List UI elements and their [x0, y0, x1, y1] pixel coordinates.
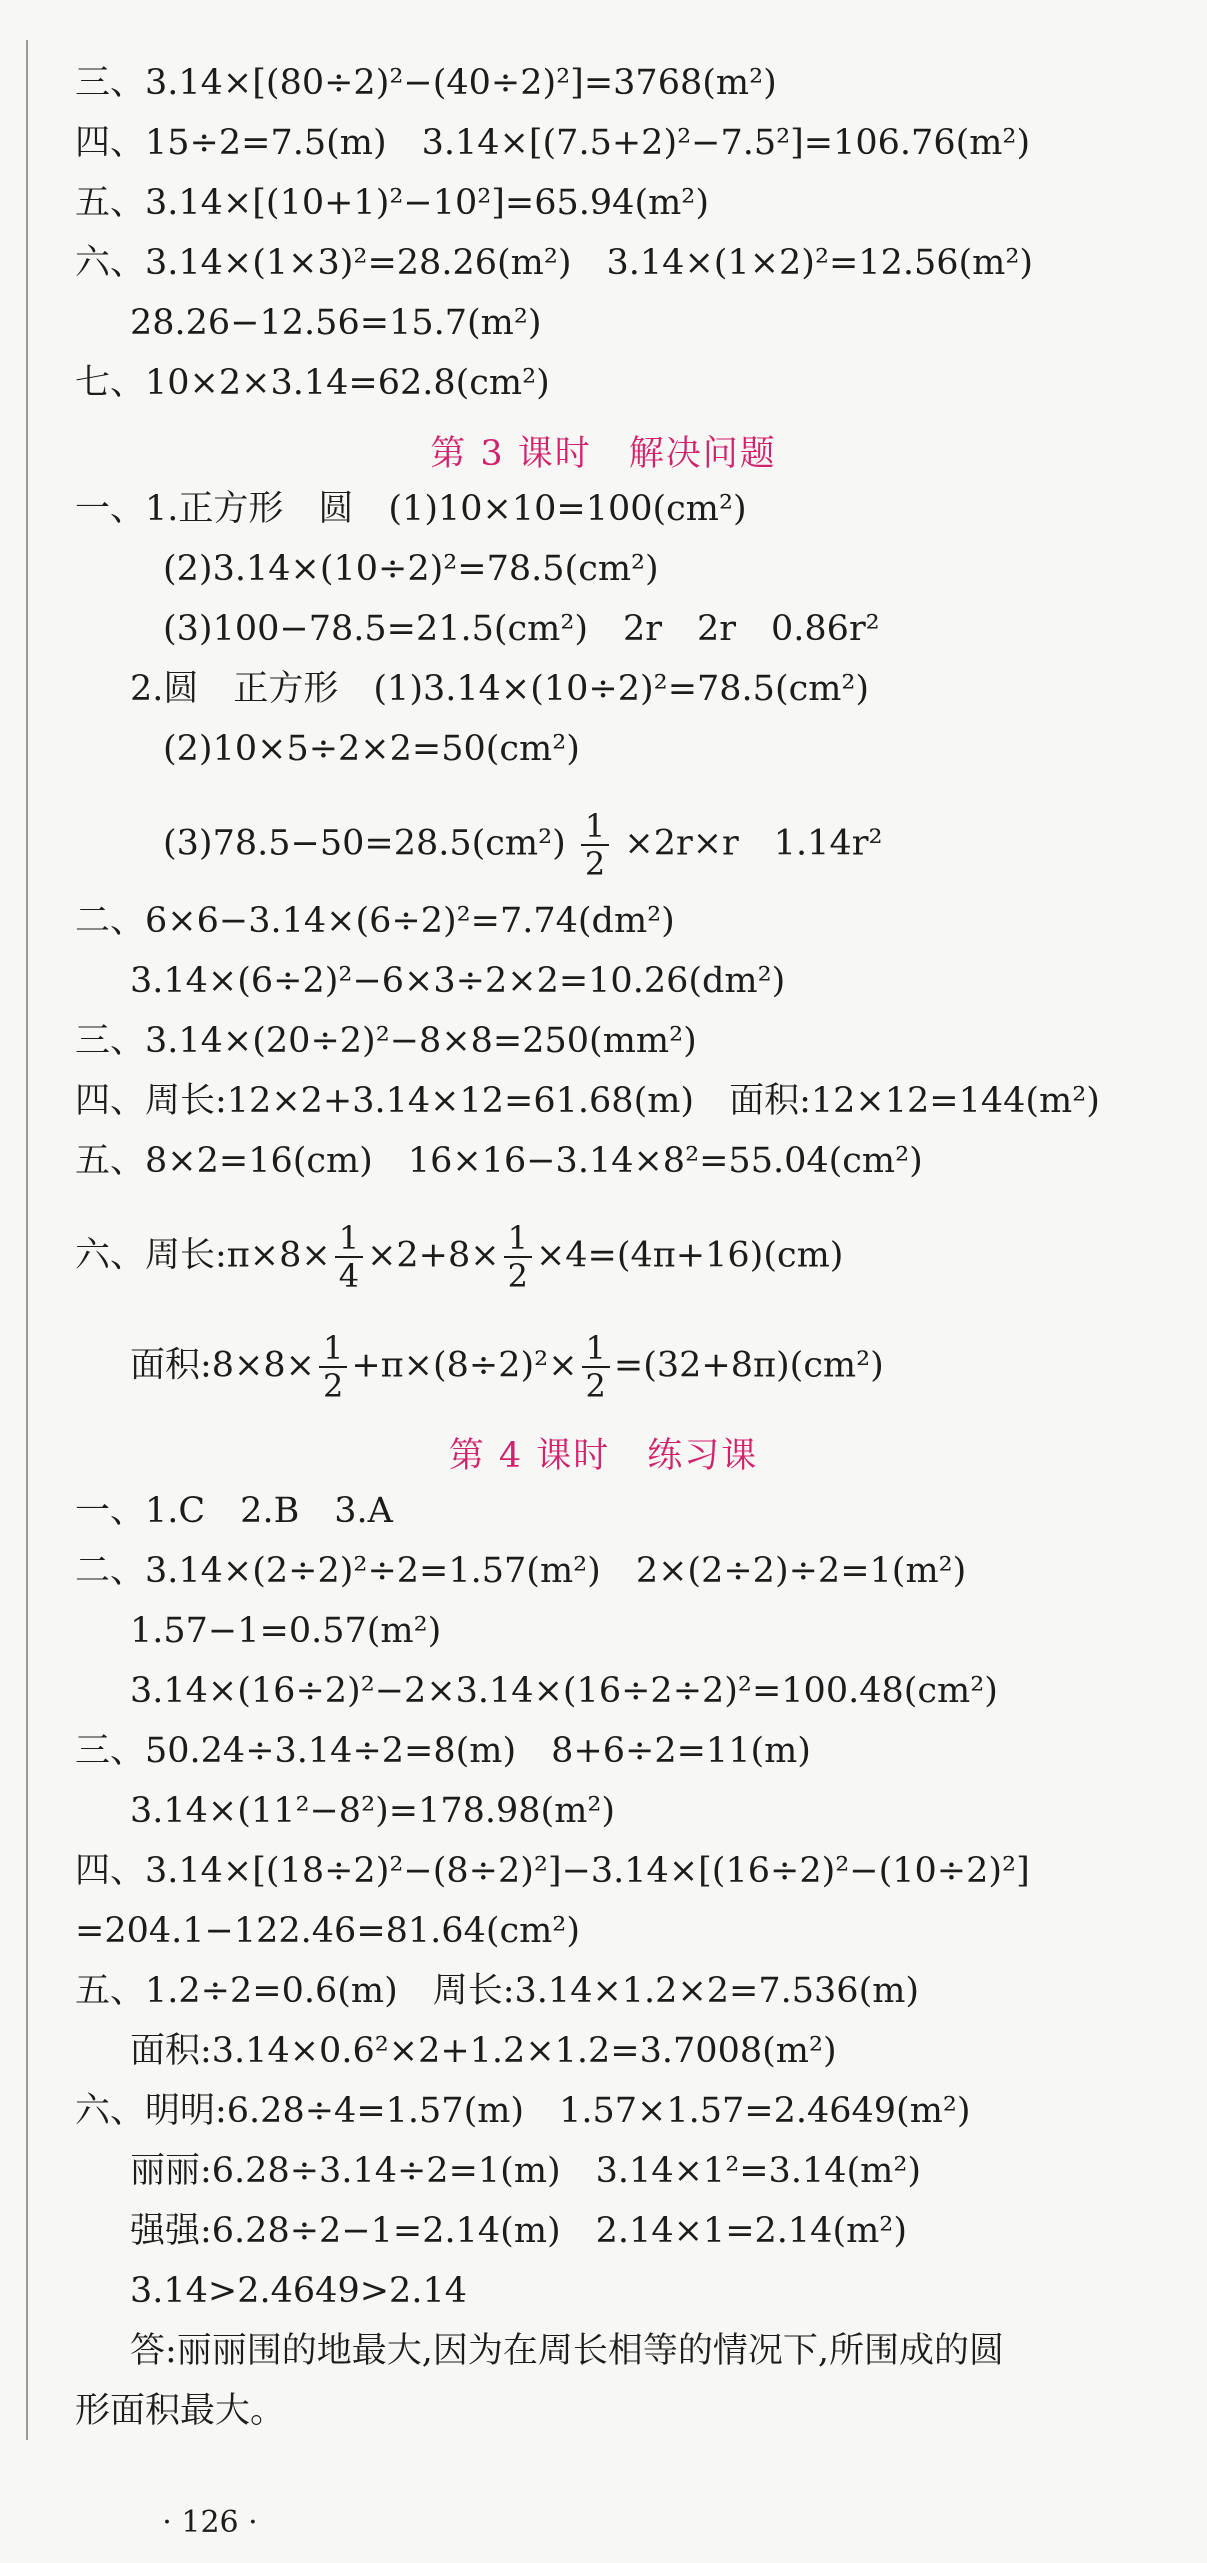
fraction-half — [582, 1330, 610, 1404]
s4-q3a: 三、50.24÷3.14÷2=8(m) 8+6÷2=11(m) — [75, 1731, 811, 1771]
margin-rule — [26, 40, 28, 2440]
fraction-numerator: 1 — [581, 808, 609, 846]
s3-q6b-part1: 面积:8×8× — [130, 1345, 315, 1386]
fraction-denominator: 2 — [585, 1367, 606, 1405]
fraction-denominator: 2 — [322, 1367, 344, 1405]
fraction-quarter — [335, 1220, 363, 1294]
s3-q6a-part2: ×2+8× — [367, 1235, 500, 1276]
s4-q1: 一、1.C 2.B 3.A — [75, 1491, 393, 1531]
s3-q1-1b: (2)3.14×(10÷2)²=78.5(cm²) — [163, 549, 659, 589]
s3-q2b: 3.14×(6÷2)²−6×3÷2×2=10.26(dm²) — [130, 961, 786, 1001]
fraction-numerator: 1 — [582, 1330, 610, 1368]
fraction-half — [319, 1330, 347, 1404]
s4-q4b: =204.1−122.46=81.64(cm²) — [75, 1911, 580, 1951]
fraction-numerator: 1 — [335, 1220, 363, 1258]
s4-q6e: 答:丽丽围的地最大,因为在周长相等的情况下,所围成的圆 — [130, 2331, 1005, 2371]
s3-q5: 五、8×2=16(cm) 16×16−3.14×8²=55.04(cm²) — [75, 1141, 923, 1181]
s3-q1-2c-text: (3)78.5−50=28.5(cm²) — [163, 823, 566, 864]
s4-q6a: 六、明明:6.28÷4=1.57(m) 1.57×1.57=2.4649(m²) — [75, 2091, 971, 2131]
page-number: · 126 · — [162, 2505, 258, 2540]
s3-q1-1c: (3)100−78.5=21.5(cm²) 2r 2r 0.86r² — [163, 609, 880, 649]
s4-q2b: 1.57−1=0.57(m²) — [130, 1611, 442, 1651]
fraction-denominator: 2 — [507, 1257, 528, 1295]
fraction-numerator: 1 — [319, 1330, 347, 1368]
s4-q4a: 四、3.14×[(18÷2)²−(8÷2)²]−3.14×[(16÷2)²−(10÷2)²] — [75, 1851, 1030, 1891]
fraction-denominator: 2 — [584, 845, 606, 883]
fraction-denominator: 4 — [338, 1257, 360, 1295]
s3-q6a-part3: ×4=(4π+16)(cm) — [535, 1235, 844, 1276]
s4-q6f: 形面积最大。 — [75, 2391, 286, 2431]
s4-q2c: 3.14×(16÷2)²−2×3.14×(16÷2÷2)²=100.48(cm²) — [130, 1671, 998, 1711]
s4-q5a: 五、1.2÷2=0.6(m) 周长:3.14×1.2×2=7.536(m) — [75, 1971, 920, 2011]
answer-line-qi: 七、10×2×3.14=62.8(cm²) — [75, 363, 550, 403]
s3-q1-2c-rest: ×2r×r 1.14r² — [624, 823, 883, 864]
s4-q5b: 面积:3.14×0.6²×2+1.2×1.2=3.7008(m²) — [130, 2031, 837, 2071]
s3-q1-2c — [163, 808, 882, 882]
fraction-half — [504, 1220, 532, 1294]
s3-q1-2: 2.圆 正方形 (1)3.14×(10÷2)²=78.5(cm²) — [130, 669, 870, 709]
fraction-half — [581, 808, 609, 882]
answer-line-wu: 五、3.14×[(10+1)²−10²]=65.94(m²) — [75, 183, 709, 223]
s3-q3: 三、3.14×(20÷2)²−8×8=250(mm²) — [75, 1021, 697, 1061]
s3-q6a-part1: 六、周长:π×8× — [75, 1235, 331, 1276]
s4-q6d: 3.14>2.4649>2.14 — [130, 2271, 467, 2311]
s3-q6b-part3: =(32+8π)(cm²) — [613, 1345, 884, 1386]
answer-line-san: 三、3.14×[(80÷2)²−(40÷2)²]=3768(m²) — [75, 63, 777, 103]
s4-q3b: 3.14×(11²−8²)=178.98(m²) — [130, 1791, 616, 1831]
s3-q6b — [130, 1330, 884, 1404]
s4-q2a: 二、3.14×(2÷2)²÷2=1.57(m²) 2×(2÷2)÷2=1(m²) — [75, 1551, 967, 1591]
answer-line-liu-cont: 28.26−12.56=15.7(m²) — [130, 303, 542, 343]
section-title-lesson3: 第 3 课时 解决问题 — [430, 434, 777, 474]
s3-q1-1: 一、1.正方形 圆 (1)10×10=100(cm²) — [75, 489, 747, 529]
s3-q4: 四、周长:12×2+3.14×12=61.68(m) 面积:12×12=144(m²) — [75, 1081, 1100, 1121]
s3-q2a: 二、6×6−3.14×(6÷2)²=7.74(dm²) — [75, 901, 675, 941]
fraction-numerator: 1 — [504, 1220, 532, 1258]
s4-q6c: 强强:6.28÷2−1=2.14(m) 2.14×1=2.14(m²) — [130, 2211, 907, 2251]
answer-line-si: 四、15÷2=7.5(m) 3.14×[(7.5+2)²−7.5²]=106.76(m²) — [75, 123, 1031, 163]
s3-q1-2b: (2)10×5÷2×2=50(cm²) — [163, 729, 580, 769]
s3-q6b-part2: +π×(8÷2)²× — [351, 1345, 578, 1386]
s4-q6b: 丽丽:6.28÷3.14÷2=1(m) 3.14×1²=3.14(m²) — [130, 2151, 922, 2191]
section-title-lesson4: 第 4 课时 练习课 — [448, 1436, 759, 1476]
s3-q6a — [75, 1220, 843, 1294]
answer-line-liu: 六、3.14×(1×3)²=28.26(m²) 3.14×(1×2)²=12.56(m²) — [75, 243, 1034, 283]
